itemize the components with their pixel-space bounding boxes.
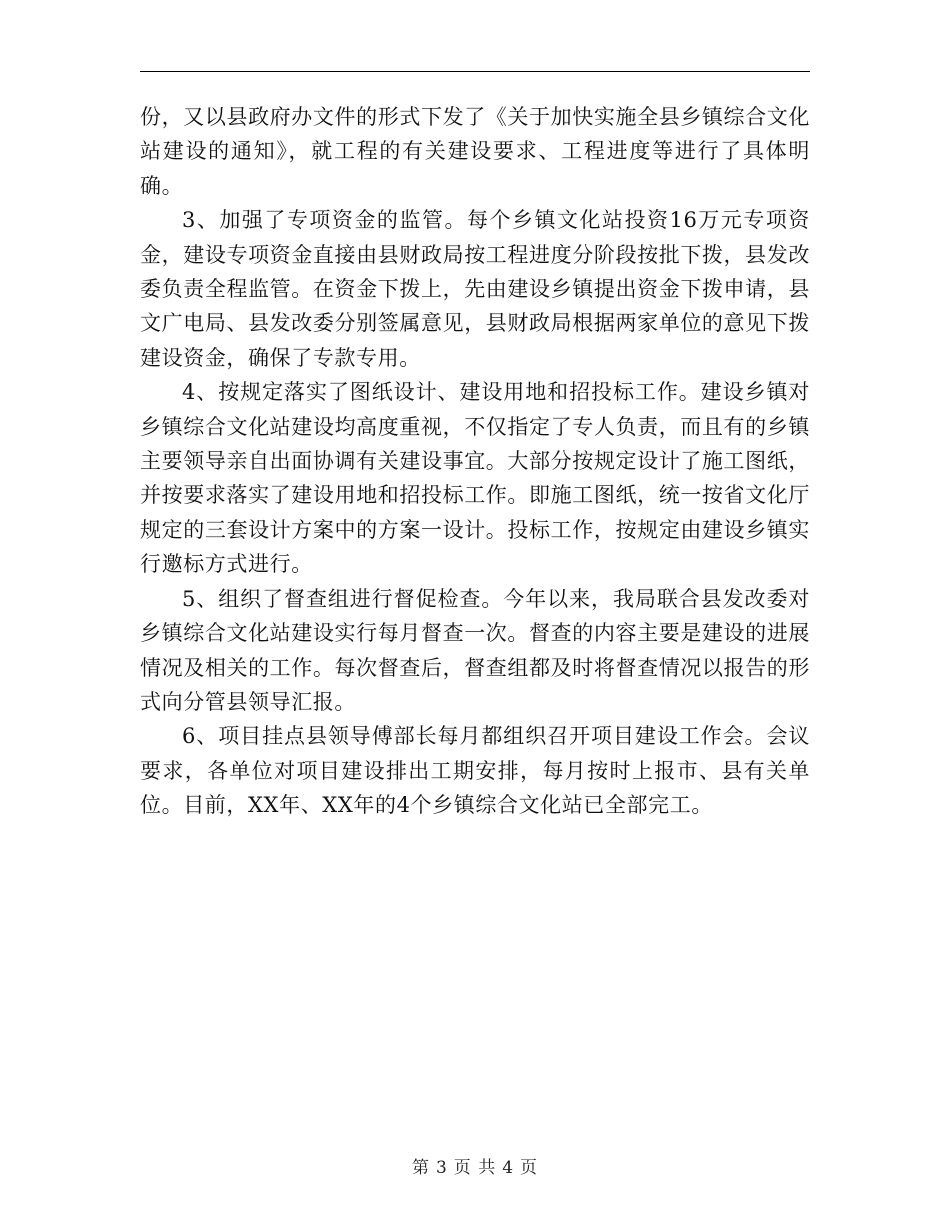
header-rule bbox=[140, 71, 810, 72]
paragraph-fund-supervision: 3、加强了专项资金的监管。每个乡镇文化站投资16万元专项资金，建设专项资金直接由县财政局按工程进度分阶段按批下拨，县发改委负责全程监管。在资金下拨上，先由建设乡镇提出资金下拨申请，县文广电局、县发改委分别签属意见，县财政局根据两家单位的意见下拨建设资金，确保了专款专用。 bbox=[140, 208, 810, 370]
document-body bbox=[140, 100, 810, 823]
paragraph-project-meeting: 6、项目挂点县领导傅部长每月都组织召开项目建设工作会。会议要求，各单位对项目建设排出工期安排，每月按时上报市、县有关单位。目前，XX年、XX年的4个乡镇综合文化站已全部完工。 bbox=[140, 724, 810, 818]
paragraph-design-land-bidding: 4、按规定落实了图纸设计、建设用地和招投标工作。建设乡镇对乡镇综合文化站建设均高度重视，不仅指定了专人负责，而且有的乡镇主要领导亲自出面协调有关建设事宜。大部分按规定设计了施工图纸，并按要求落实了建设用地和招投标工作。即施工图纸，统一按省文化厅规定的三套设计方案中的方案一设计。投标工作，按规定由建设乡镇实行邀标方式进行。 bbox=[140, 380, 810, 577]
footer-current-page: 3 bbox=[435, 1158, 448, 1178]
page-footer bbox=[0, 1153, 950, 1178]
paragraph-continuation: 份，又以县政府办文件的形式下发了《关于加快实施全县乡镇综合文化站建设的通知》，就工程的有关建设要求、工程进度等进行了具体明确。 bbox=[140, 105, 810, 198]
footer-prefix: 第 bbox=[411, 1158, 430, 1178]
footer-middle: 页 共 bbox=[453, 1158, 497, 1178]
footer-suffix: 页 bbox=[520, 1158, 539, 1178]
paragraph-inspection: 5、组织了督查组进行督促检查。今年以来，我局联合县发改委对乡镇综合文化站建设实行每月督查一次。督查的内容主要是建设的进展情况及相关的工作。每次督查后，督查组都及时将督查情况以报告的形式向分管县领导汇报。 bbox=[140, 586, 810, 714]
footer-total-pages: 4 bbox=[502, 1158, 515, 1178]
